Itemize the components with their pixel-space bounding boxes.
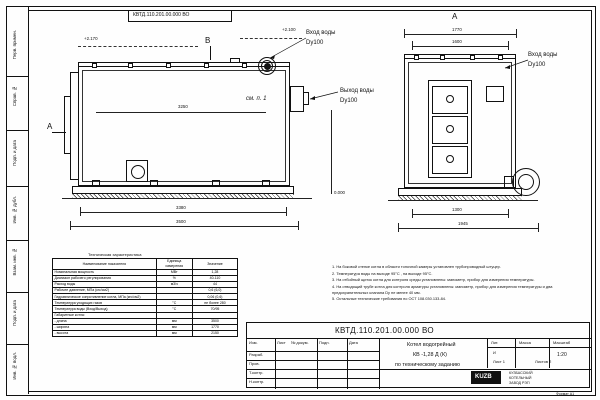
spec-cell: °С [156,306,192,312]
burner-port [131,165,145,179]
product-name-line-1: Котел водогрейный [407,342,456,348]
elevation-zero-leader [331,110,332,194]
dimension-3380-line [80,212,286,213]
tb-col-izm: Изм. [249,340,258,345]
dim-tick [412,209,413,218]
spec-cell: мм [156,331,192,337]
spec-cell: Расход воды [53,281,157,287]
spec-cell: не более 280 [192,300,237,306]
dim-tick [80,207,81,216]
callout-outlet-sub: Dy100 [340,98,358,104]
support-4 [262,180,270,187]
ground-line [62,198,312,199]
tb-stage-letter: И [493,350,496,355]
spec-cell: мм [156,318,192,324]
tb-scale-value: 1:20 [557,352,567,358]
note-4: 4. На отводящий трубе котла для контроля арматуры установлены: манометр, прибор для измерения температуры и два предохранительных клапана Dy не менее 40 мм. [332,283,553,295]
dim-tick [508,209,509,218]
side-control-box [486,86,504,102]
spec-header-row [53,259,238,270]
support-1 [92,180,100,187]
margin-divider-1 [6,76,28,77]
dimension-1300: 1300 [452,207,462,212]
dim-tick [412,41,413,50]
spec-cell: м3/ч [156,281,192,287]
spec-cell: Температура уходящих газов [53,300,157,306]
support-2 [150,180,158,187]
tb-sheet-label: Лист 1 [493,359,506,364]
callout-outlet-title: Выход воды [340,88,374,94]
boiler-base-frame [72,186,294,194]
elevation-top: +2.170 [84,36,98,41]
tb-hline-1 [247,338,591,339]
water-inlet-nozzle-core [264,63,271,70]
section-label-A-right: А [452,12,458,21]
left-margin-column [6,6,29,394]
section-label-B: В [205,36,211,45]
callout-inlet-sub: Dy100 [306,40,324,46]
panel-port-2 [446,125,454,133]
tb-col-docnum: № докум. [291,340,309,345]
flange-bolt [166,63,171,68]
panel-port-3 [446,155,454,163]
spec-cell: 1,28 [192,269,237,275]
flange-bolt [92,63,97,68]
flange-bolt [128,63,133,68]
dimension-1600-line [412,46,508,47]
spec-table [52,258,238,337]
margin-label-5: Подп. и дата [12,300,17,326]
product-name-line-2: КВ -1,28 Д (К) [413,352,447,358]
boiler-body-inner [82,70,286,182]
support-3 [212,180,220,187]
company-line-2: КОТЕЛЬНЫЙ [509,376,532,380]
dim-tick [70,221,71,230]
company-brand-text: KUZB [475,374,492,380]
dimension-3250-line [96,112,266,113]
tb-role-0: Разраб. [249,352,264,357]
tb-vline-mass [515,338,516,368]
spec-cell: Габаритные котла: [53,312,157,318]
spec-cell: 40-110 [192,275,237,281]
company-line-3: ЗАВОД РЭП [509,381,530,385]
note-2: 2. Температура воды на выходе 95°С , на выходе 95°С. [332,270,433,276]
side-ground-line [388,200,538,201]
spec-cell: 3500 [192,318,237,324]
spec-cell: Номинальная мощность [53,269,157,275]
callout-inlet2-title: Вход воды [528,52,558,58]
doc-code-text: КВТД.110.201.00.000 ВО [133,12,190,18]
tb-col-data: Дата [349,340,358,345]
tb-col-podp: Подп. [319,340,330,345]
callout-inlet2-leader [502,58,530,72]
tb-vline-1 [379,338,380,389]
flange-bolt [204,63,209,68]
dimension-1300-line [412,214,508,215]
flange-bolt [242,63,247,68]
dimension-3250: 3250 [178,104,188,109]
spec-cell: Диапазон рабочего регулирования [53,275,157,281]
spec-cell: Рабочее давление, МПа (кгс/см2) [53,288,157,294]
tb-sheets-label: Листов 2 [535,359,552,364]
note-5: 5. Остальные технические требования по ОСТ 108.030.133-84. [332,296,447,302]
spec-cell: - длина [53,318,157,324]
spec-cell: - высота [53,331,157,337]
tb-vline-role [275,338,276,389]
spec-cell: Гидравлическое сопротивление котла, МПа (кгс/см2) [53,294,157,300]
margin-label-3: Инв. № дубл. [12,196,17,224]
table-row [53,331,238,337]
spec-cell: °С [156,300,192,306]
dimension-1770: 1770 [452,27,462,32]
tb-vline-name [317,338,318,389]
spec-cell: 44 [192,281,237,287]
top-fitting [230,58,240,63]
note-1: 1. На боковой стенке котла в области топочной камеры установлен трубопроводный штуцер. [332,264,501,269]
margin-divider-2 [6,130,28,131]
spec-cell: мм [156,324,192,330]
fan-inner [518,174,534,190]
elevation-zero: 0.000 [334,190,345,195]
tb-vline-sign [347,338,348,389]
spec-cell: 1770 [192,324,237,330]
dimension-1945: 1945 [458,221,468,226]
spec-header-2: Значение [192,259,237,270]
margin-divider-3 [6,186,28,187]
dim-tick [508,41,509,50]
water-outlet-nozzle [290,86,304,112]
margin-label-1: Справ. № [12,86,17,107]
dim-tick [398,223,399,232]
elevation-mid: +2.100 [282,27,296,32]
side-flange-bolt [440,55,445,60]
spec-cell: 70/95 [192,306,237,312]
callout-outlet-leader [306,90,342,102]
dimension-3380: 3380 [176,205,186,210]
dim-tick [538,223,539,232]
dimension-3500-line [70,226,298,227]
tb-vline-stage [487,338,488,368]
tb-col-list: Лист [277,340,286,345]
tb-role-1: Пров. [249,361,260,366]
dimension-1945-line [398,228,538,229]
format-note: Формат А1 [556,392,575,396]
title-block [246,322,590,388]
dimension-3500: 3500 [176,219,186,224]
side-base-frame [398,188,522,196]
spec-cell: МВт [156,269,192,275]
spec-cell: Температура воды (Вход/Выход) [53,306,157,312]
margin-divider-4 [6,240,28,241]
boiler-left-door [64,96,71,154]
side-flange-bolt [470,55,475,60]
product-name-line-3: по техническому заданию [395,362,460,368]
see-item-note: см. п. 1 [246,96,267,102]
callout-inlet-leader [262,36,312,62]
tb-hline-5 [247,378,379,379]
company-line-1: КУЗБАССКИЙ [509,371,533,375]
side-flange-bolt [414,55,419,60]
dim-tick [516,29,517,38]
spec-cell: 2150 [192,331,237,337]
dimension-1600: 1600 [452,39,462,44]
dim-tick [298,221,299,230]
spec-cell: - ширина [53,324,157,330]
spec-cell: 0,6 (6,0) [192,288,237,294]
tb-role-2: Т.контр. [249,370,264,375]
tb-stage-scale: Масштаб [553,340,571,345]
title-block-doc-number: КВТД.110.201.00.000 ВО [335,326,435,335]
spec-header-1: Единица измерения [156,259,192,270]
margin-label-4: Взам. инв. № [12,248,17,276]
tb-stage-mass: Масса [519,340,531,345]
spec-cell: % [156,275,192,281]
note-3: 3. На отбойный щиток котла для контроля среды установлены: манометр, прибор для измерения температуры. [332,277,535,283]
spec-cell: 0,06 (0,6) [192,294,237,300]
dimension-1770-line [404,34,516,35]
margin-divider-5 [6,292,28,293]
margin-label-6: Инв. № подл. [12,352,17,380]
margin-divider-6 [6,344,28,345]
dim-tick [286,207,287,216]
section-arrow-B [210,46,211,60]
tb-role-3: Н.контр. [249,379,265,384]
callout-inlet2-sub: Dy100 [528,62,546,68]
tb-hline-3 [247,360,379,361]
margin-label-0: Перв. примен. [12,30,17,60]
section-label-A-left: А [47,122,53,131]
fan-duct [504,176,514,188]
margin-label-2: Подп. и дата [12,140,17,166]
dim-tick [404,29,405,38]
tb-stage-lit: Лит. [491,340,499,345]
callout-inlet-title: Вход воды [306,30,336,36]
tb-hline-stage [487,347,591,348]
boiler-left-end [70,72,79,180]
tb-hline-company [379,369,591,370]
panel-port-1 [446,95,454,103]
elev-top-dash [78,46,198,47]
tb-hline-4 [247,369,379,370]
technical-notes [332,264,582,303]
tb-hline-2 [247,351,379,352]
spec-header-0: Наименование показателя [53,259,157,270]
spec-title: Техническая характеристика [88,252,142,257]
